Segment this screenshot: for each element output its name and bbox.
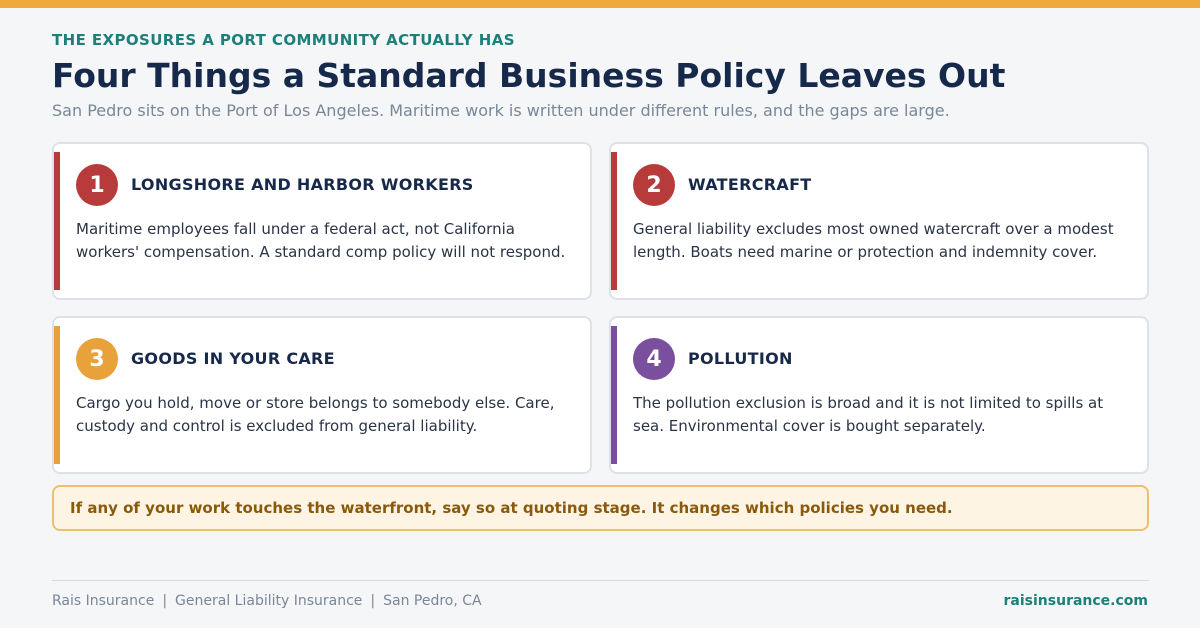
card-number-badge: 3 xyxy=(76,338,118,380)
exposure-card-watercraft xyxy=(609,142,1149,300)
footer-divider xyxy=(52,580,1149,581)
card-body: Cargo you hold, move or store belongs to somebody else. Care, custody and control is excluded from general liability. xyxy=(76,394,555,435)
card-number-badge: 2 xyxy=(633,164,675,206)
footer-separator: | xyxy=(370,593,376,609)
exposure-card-pollution xyxy=(609,316,1149,474)
card-title: GOODS IN YOUR CARE xyxy=(131,349,335,368)
exposure-card-goods xyxy=(52,316,592,474)
card-title: POLLUTION xyxy=(688,349,793,368)
footer-brand: Rais Insurance xyxy=(52,593,155,609)
card-accent-stripe xyxy=(54,152,60,290)
footer-info xyxy=(52,593,482,609)
card-number-badge: 1 xyxy=(76,164,118,206)
card-accent-stripe xyxy=(54,326,60,464)
card-accent-stripe xyxy=(611,326,617,464)
waterfront-callout: If any of your work touches the waterfront, say so at quoting stage. It changes which policies you need. xyxy=(52,485,1149,531)
card-number-badge: 4 xyxy=(633,338,675,380)
footer-website-link[interactable]: raisinsurance.com xyxy=(1003,593,1148,609)
exposure-card-longshore xyxy=(52,142,592,300)
footer-separator: | xyxy=(162,593,168,609)
card-body: The pollution exclusion is broad and it is not limited to spills at sea. Environmental cover is bought separately. xyxy=(633,394,1104,435)
card-body: Maritime employees fall under a federal act, not California workers' compensation. A standard comp policy will not respond. xyxy=(76,220,566,261)
top-accent-bar xyxy=(0,0,1200,8)
footer-service: General Liability Insurance xyxy=(175,593,363,609)
card-accent-stripe xyxy=(611,152,617,290)
eyebrow-heading: THE EXPOSURES A PORT COMMUNITY ACTUALLY HAS xyxy=(52,31,515,49)
card-title: WATERCRAFT xyxy=(688,175,812,194)
footer-location: San Pedro, CA xyxy=(383,593,482,609)
card-body: General liability excludes most owned watercraft over a modest length. Boats need marine or protection and indemnity cover. xyxy=(633,220,1114,261)
page-subtitle: San Pedro sits on the Port of Los Angeles. Maritime work is written under different rules, and the gaps are large. xyxy=(52,101,950,120)
page-title: Four Things a Standard Business Policy Leaves Out xyxy=(52,56,1006,95)
card-title: LONGSHORE AND HARBOR WORKERS xyxy=(131,175,474,194)
